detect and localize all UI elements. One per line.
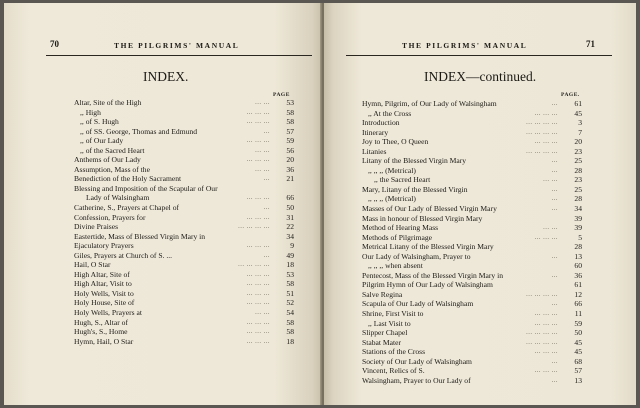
index-entry-leader: ... ... ...	[246, 194, 270, 202]
index-entry-text: ,, At the Cross	[368, 108, 412, 118]
index-entry-page: 3	[578, 118, 582, 128]
index-entry-page: 59	[286, 136, 294, 146]
index-entry-page: 61	[574, 280, 582, 290]
index-entry-leader: ... ... ... ...	[526, 338, 558, 346]
index-entry-text: Assumption, Mass of the	[74, 164, 150, 174]
index-title: INDEX—continued.	[424, 69, 537, 84]
index-entry-leader: ... ... ...	[246, 108, 270, 116]
index-entry-page: 13	[574, 375, 582, 385]
index-entry-leader: ... ... ...	[246, 289, 270, 297]
index-entry-page: 50	[286, 203, 294, 213]
page-number: 70	[50, 39, 59, 49]
index-entry-text: ,, of S. Hugh	[80, 117, 119, 127]
index-entry-text: Salve Regina	[362, 289, 403, 299]
index-entry-leader: ... ... ...	[534, 348, 558, 356]
index-entry-text: Divine Praises	[74, 222, 119, 232]
index-entry-leader: ... ... ... ...	[238, 223, 270, 231]
book-spread	[4, 3, 636, 405]
index-entry-page: 58	[286, 317, 294, 327]
index-entry-leader: ...	[263, 175, 270, 183]
index-entry-leader: ... ... ... ...	[526, 147, 558, 155]
index-entry	[362, 118, 582, 128]
index-entry	[362, 309, 582, 319]
index-entry-text: Lady of Walsingham	[86, 193, 150, 203]
index-entry-text: Giles, Prayers at Church of S. ...	[74, 250, 173, 260]
page-column-label: PAGE	[273, 92, 290, 98]
index-entry-page: 25	[574, 184, 582, 194]
index-entry	[362, 147, 582, 157]
index-entry-page: 28	[574, 165, 582, 175]
index-entry-text: Eastertide, Mass of Blessed Virgin Mary in	[74, 231, 206, 241]
index-entry	[74, 155, 294, 165]
index-entry-text: ,, Last Visit to	[368, 318, 411, 328]
index-entry-page: 18	[286, 336, 294, 346]
index-entry	[74, 193, 294, 203]
index-entry-leader: ... ... ...	[246, 299, 270, 307]
index-entry-text: Litany of the Blessed Virgin Mary	[362, 156, 467, 166]
index-entry	[74, 260, 294, 270]
index-entry	[362, 175, 582, 185]
index-entry-leader: ... ... ...	[534, 233, 558, 241]
index-entry-page: 50	[574, 328, 582, 338]
index-entry-leader: ...	[551, 205, 558, 213]
right-page	[324, 3, 636, 405]
index-entry-leader: ...	[551, 185, 558, 193]
index-entry-text: ,, of Our Lady	[80, 136, 124, 146]
index-entry-text: High Altar, Visit to	[74, 279, 132, 289]
index-entry-leader: ... ... ...	[246, 137, 270, 145]
index-entry-text: Scapula of Our Lady of Walsingham	[362, 299, 474, 309]
index-entry-leader: ...	[551, 166, 558, 174]
index-entry-leader: ...	[551, 271, 558, 279]
index-entry-leader: ...	[263, 251, 270, 259]
index-entry	[74, 127, 294, 137]
index-entry-leader: ...	[263, 127, 270, 135]
index-entry-page: 51	[286, 288, 294, 298]
index-entry	[362, 166, 582, 176]
index-entry	[74, 203, 294, 213]
index-entry-text: ,, ,, ,, when absent	[368, 261, 423, 271]
index-entry-page: 58	[286, 117, 294, 127]
index-entry	[74, 241, 294, 251]
index-entry-text: Itinerary	[362, 127, 389, 137]
index-entry-page: 58	[286, 327, 294, 337]
index-entry-page: 18	[286, 260, 294, 270]
index-entry-page: 52	[286, 298, 294, 308]
index-entry	[362, 99, 582, 109]
index-entry-page: 58	[286, 279, 294, 289]
index-entry-leader: ... ... ...	[534, 109, 558, 117]
index-entry-leader: ... ...	[255, 309, 270, 317]
index-entry	[362, 204, 582, 214]
index-entry-page: 60	[574, 261, 582, 271]
index-entry-text: ,, of the Sacred Heart	[80, 145, 145, 155]
header-rule	[46, 55, 312, 56]
index-entry	[362, 299, 582, 309]
index-entry-page: 5	[578, 232, 582, 242]
index-entry	[74, 174, 294, 184]
index-entry	[362, 128, 582, 138]
index-entry-leader: ... ... ...	[534, 319, 558, 327]
index-entry-text: High Altar, Site of	[74, 269, 130, 279]
index-entry	[362, 214, 582, 224]
index-entry-leader: ... ...	[543, 224, 558, 232]
index-entry	[362, 290, 582, 300]
index-entry-text: Altar, Site of the High	[74, 98, 142, 107]
page-number: 71	[586, 39, 595, 49]
index-entry-text: Mary, Litany of the Blessed Virgin	[362, 184, 468, 194]
index-entry-leader: ... ... ...	[246, 213, 270, 221]
index-entry-leader: ... ... ... ...	[238, 261, 270, 269]
index-entry-page: 57	[286, 126, 294, 136]
index-entry	[362, 376, 582, 386]
index-entry	[362, 252, 582, 262]
index-entry-page: 34	[286, 231, 294, 241]
index-entry-page: 66	[286, 193, 294, 203]
index-entry-text: Ejaculatory Prayers	[74, 241, 134, 251]
index-entry-leader: ... ... ...	[246, 328, 270, 336]
index-entry	[74, 232, 294, 242]
index-entry	[74, 184, 294, 194]
index-entry-page: 23	[574, 175, 582, 185]
running-head: THE PILGRIMS' MANUAL	[114, 41, 240, 50]
index-entry	[74, 289, 294, 299]
index-entry-leader: ... ...	[255, 146, 270, 154]
index-entry-page: 53	[286, 269, 294, 279]
index-entry	[74, 136, 294, 146]
index-entry-page: 25	[574, 156, 582, 166]
index-entry	[362, 357, 582, 367]
index-entry-text: Hymn, Hail, O Star	[74, 336, 134, 346]
page-column-label: PAGE.	[561, 92, 580, 98]
index-entry-leader: ... ... ...	[246, 318, 270, 326]
index-entry-text: Our Lady of Walsingham, Prayer to	[362, 251, 471, 261]
index-entry-page: 9	[290, 241, 294, 251]
index-entry-text: ,, High	[80, 107, 101, 117]
index-entry-leader: ... ... ...	[246, 280, 270, 288]
index-entry-list	[74, 98, 294, 346]
index-entry-leader: ...	[551, 357, 558, 365]
index-entry	[74, 117, 294, 127]
index-entry-page: 61	[574, 99, 582, 108]
index-entry-page: 36	[574, 270, 582, 280]
index-entry-leader: ... ...	[255, 165, 270, 173]
index-entry-text: Walsingham, Prayer to Our Lady of	[362, 375, 471, 385]
index-entry	[362, 156, 582, 166]
index-entry-leader: ...	[551, 300, 558, 308]
index-entry-leader: ... ... ...	[534, 138, 558, 146]
index-entry-page: 21	[286, 174, 294, 184]
index-entry-text: Methods of Pilgrimage	[362, 232, 433, 242]
index-entry	[362, 137, 582, 147]
index-entry-text: Litanies	[362, 146, 387, 156]
index-entry-page: 36	[286, 164, 294, 174]
index-entry-leader: ... ... ... ...	[526, 128, 558, 136]
index-title: INDEX.	[143, 69, 189, 84]
index-entry-page: 34	[574, 204, 582, 214]
index-entry-text: Pilgrim Hymn of Our Lady of Walsingham	[362, 280, 493, 290]
index-entry-list	[362, 99, 582, 385]
index-entry	[74, 98, 294, 108]
index-entry-leader: ...	[551, 376, 558, 384]
index-entry-leader: ... ... ...	[534, 310, 558, 318]
index-entry	[74, 213, 294, 223]
index-entry	[362, 347, 582, 357]
index-entry	[362, 233, 582, 243]
index-entry	[74, 318, 294, 328]
index-entry-leader: ... ... ...	[246, 242, 270, 250]
index-entry-page: 31	[286, 212, 294, 222]
index-entry-page: 39	[574, 223, 582, 233]
index-entry	[74, 108, 294, 118]
index-entry-text: Hugh, S., Altar of	[74, 317, 128, 327]
index-entry	[362, 319, 582, 329]
index-entry-page: 20	[286, 155, 294, 165]
index-entry-page: 66	[574, 299, 582, 309]
index-entry-text: Masses of Our Lady of Blessed Virgin Mary	[362, 204, 497, 214]
index-entry-page: 23	[574, 146, 582, 156]
index-entry-text: Holy House, Site of	[74, 298, 135, 308]
index-entry-text: Blessing and Imposition of the Scapular of Our	[74, 183, 218, 193]
index-entry-page: 20	[574, 137, 582, 147]
index-entry-page: 7	[578, 127, 582, 137]
index-entry-text: Joy to Thee, O Queen	[362, 137, 429, 147]
index-entry-leader: ...	[551, 252, 558, 260]
index-entry-page: 68	[574, 356, 582, 366]
index-entry-text: ,, ,, ,, (Metrical)	[368, 194, 416, 204]
index-entry-text: Benediction of the Holy Sacrament	[74, 174, 182, 184]
index-entry	[362, 271, 582, 281]
index-entry-page: 59	[574, 318, 582, 328]
left-page	[4, 3, 322, 405]
index-entry-leader: ... ... ... ...	[526, 290, 558, 298]
index-entry-leader: ...	[551, 157, 558, 165]
index-entry-text: Holy Wells, Visit to	[74, 288, 134, 298]
header-rule	[346, 55, 612, 56]
index-entry-page: 45	[574, 347, 582, 357]
index-entry-leader: ... ... ... ...	[526, 329, 558, 337]
index-entry-leader: ...	[263, 204, 270, 212]
index-entry-page: 12	[574, 289, 582, 299]
index-entry	[362, 338, 582, 348]
index-entry-page: 45	[574, 337, 582, 347]
index-entry-text: ,, the Sacred Heart	[374, 175, 431, 185]
index-entry-text: Hugh's, S., Home	[74, 327, 128, 337]
index-entry-leader: ... ... ...	[246, 118, 270, 126]
index-entry-page: 28	[574, 194, 582, 204]
index-entry-text: Confession, Prayers for	[74, 212, 146, 222]
index-entry-page: 54	[286, 308, 294, 318]
index-entry	[74, 337, 294, 347]
index-entry-text: Hymn, Pilgrim, of Our Lady of Walsingham	[362, 99, 497, 108]
index-entry	[362, 280, 582, 290]
index-entry-text: Slipper Chapel	[362, 328, 408, 338]
index-entry-text: Holy Wells, Prayers at	[74, 308, 143, 318]
running-head: THE PILGRIMS' MANUAL	[402, 41, 528, 50]
index-entry-text: Society of Our Lady of Walsingham	[362, 356, 472, 366]
index-entry-leader: ...	[551, 195, 558, 203]
index-entry-text: Stations of the Cross	[362, 347, 426, 357]
index-entry-text: Mass in honour of Blessed Virgin Mary	[362, 213, 483, 223]
index-entry-page: 13	[574, 251, 582, 261]
index-entry-page: 28	[574, 242, 582, 252]
index-entry-page: 45	[574, 108, 582, 118]
index-entry	[362, 328, 582, 338]
index-entry	[362, 185, 582, 195]
index-entry-page: 22	[286, 222, 294, 232]
index-entry-leader: ... ... ...	[246, 337, 270, 345]
index-entry	[362, 261, 582, 271]
index-entry-leader: ... ... ...	[534, 367, 558, 375]
index-entry	[74, 279, 294, 289]
index-entry-text: Introduction	[362, 118, 400, 128]
index-entry	[74, 222, 294, 232]
index-entry	[362, 109, 582, 119]
index-entry-text: Shrine, First Visit to	[362, 309, 424, 319]
index-entry-text: ,, of SS. George, Thomas and Edmund	[80, 126, 197, 136]
index-entry	[74, 146, 294, 156]
index-entry	[74, 327, 294, 337]
index-entry	[74, 251, 294, 261]
index-entry	[74, 308, 294, 318]
index-entry-page: 56	[286, 145, 294, 155]
index-entry-leader: ...	[551, 100, 558, 107]
index-entry	[74, 165, 294, 175]
index-entry-text: Method of Hearing Mass	[362, 223, 439, 233]
index-entry-leader: ... ...	[543, 176, 558, 184]
index-entry-text: ,, ,, ,, (Metrical)	[368, 165, 416, 175]
index-entry-page: 49	[286, 250, 294, 260]
index-entry	[74, 270, 294, 280]
index-entry-page: 57	[574, 366, 582, 376]
index-entry-leader: ... ... ... ...	[526, 119, 558, 127]
index-entry	[362, 242, 582, 252]
index-entry-text: Metrical Litany of the Blessed Virgin Mary	[362, 242, 494, 252]
index-entry	[362, 223, 582, 233]
index-entry-leader: ... ... ...	[246, 156, 270, 164]
index-entry-text: Stabat Mater	[362, 337, 402, 347]
index-entry-page: 53	[286, 98, 294, 107]
index-entry-page: 39	[574, 213, 582, 223]
index-entry-text: Catherine, S., Prayers at Chapel of	[74, 203, 180, 213]
index-entry-text: Hail, O Star	[74, 260, 111, 270]
index-entry	[74, 298, 294, 308]
index-entry-text: Anthems of Our Lady	[74, 155, 141, 165]
index-entry	[362, 366, 582, 376]
index-entry-page: 58	[286, 107, 294, 117]
index-entry-page: 11	[574, 309, 582, 319]
index-entry	[362, 194, 582, 204]
index-entry-leader: ... ...	[255, 99, 270, 106]
index-entry-text: Vincent, Relics of S.	[362, 366, 425, 376]
index-entry-text: Pentecost, Mass of the Blessed Virgin Mary in	[362, 270, 503, 280]
index-entry-leader: ... ... ...	[246, 270, 270, 278]
